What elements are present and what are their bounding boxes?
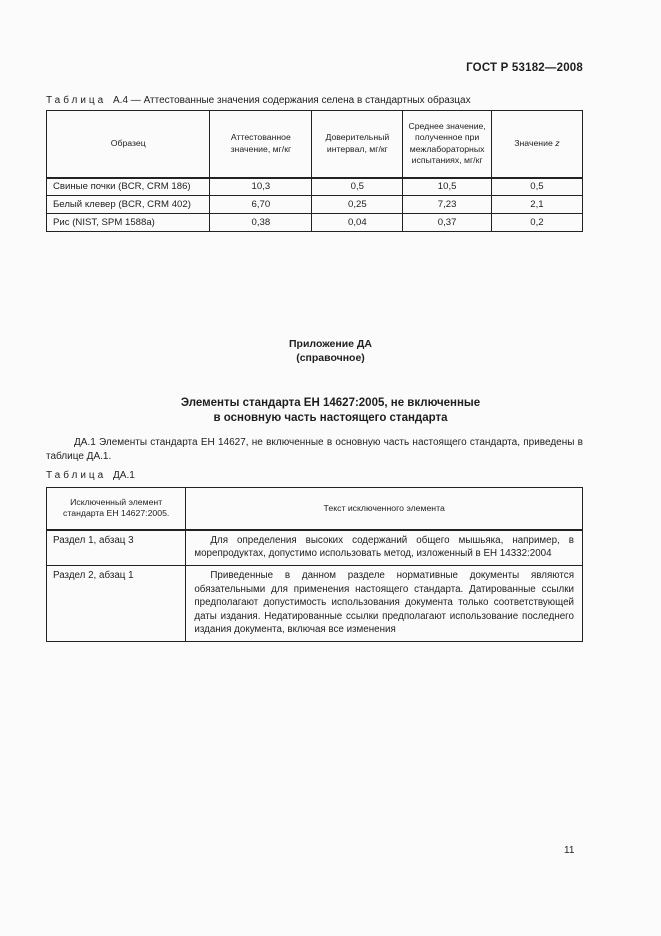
- col-header-excluded-element: Исключенный элемент стандарта ЕН 14627:2005.: [47, 488, 186, 530]
- paragraph-da1: ДА.1 Элементы стандарта ЕН 14627, не включенные в основную часть настоящего стандарта, приведены в таблице ДА.1.: [46, 437, 583, 462]
- appendix-kind: (справочное): [296, 352, 365, 364]
- excluded-text-cell: Приведенные в данном разделе нормативные документы являются обязательными для применения настоящего стандарта. Датированные ссылки предполагают допустимость использования документа только соответствующей даты издания. Недатированные ссылки предполагают использование последнего издания документа, включая все изменения: [186, 566, 583, 642]
- interval-cell: 0,04: [312, 214, 403, 232]
- table-caption-word: Таблица: [46, 470, 107, 481]
- standard-number-header: ГОСТ Р 53182—2008: [466, 62, 583, 74]
- col-header-mean-value: Среднее значение, полученное при межлабораторных испытаниях, мг/кг: [403, 111, 491, 178]
- col-header-certified-value: Аттестованное значение, мг/кг: [210, 111, 312, 178]
- excluded-text-cell: Для определения высоких содержаний общего мышьяка, например, в морепродуктах, допустимо использовать метод, изложенный в ЕН 14332:2004: [186, 530, 583, 566]
- mean-value-cell: 7,23: [403, 196, 491, 214]
- excluded-element-cell: Раздел 1, абзац 3: [47, 530, 186, 566]
- table-row: [47, 566, 583, 642]
- z-value-cell: 2,1: [491, 196, 582, 214]
- table-da1: [46, 487, 583, 642]
- z-value-cell: 0,5: [491, 178, 582, 196]
- table-row: [47, 196, 583, 214]
- table-caption-ref: ДА.1: [113, 470, 135, 481]
- appendix-label: Приложение ДА: [289, 338, 372, 350]
- sample-name-cell: Свиные почки (BCR, CRM 186): [47, 178, 210, 196]
- table-da1-caption: [46, 470, 583, 481]
- excluded-element-cell: Раздел 2, абзац 1: [47, 566, 186, 642]
- page-number: 11: [564, 845, 575, 856]
- mean-value-cell: 10,5: [403, 178, 491, 196]
- table-caption-ref: А.4 —: [113, 95, 141, 106]
- interval-cell: 0,25: [312, 196, 403, 214]
- certified-value-cell: 10,3: [210, 178, 312, 196]
- table-row: [47, 178, 583, 196]
- z-value-cell: 0,2: [491, 214, 582, 232]
- appendix-title-line1: Элементы стандарта ЕН 14627:2005, не включенные: [180, 397, 481, 409]
- sample-name-cell: Рис (NIST, SPM 1588a): [47, 214, 210, 232]
- table-a4-header-row: [47, 111, 583, 178]
- table-row: [47, 214, 583, 232]
- table-a4-caption: [46, 95, 583, 106]
- col-header-z-value: Значение z: [491, 111, 582, 178]
- appendix-heading: [0, 337, 661, 365]
- table-row: [47, 530, 583, 566]
- col-header-excluded-text: Текст исключенного элемента: [186, 488, 583, 530]
- appendix-title: [0, 396, 661, 426]
- mean-value-cell: 0,37: [403, 214, 491, 232]
- interval-cell: 0,5: [312, 178, 403, 196]
- col-header-sample: Образец: [47, 111, 210, 178]
- col-header-confidence-interval: Доверительный интервал, мг/кг: [312, 111, 403, 178]
- table-a4: [46, 110, 583, 232]
- table-caption-word: Таблица: [46, 95, 107, 106]
- appendix-title-line2: в основную часть настоящего стандарта: [213, 412, 448, 424]
- z-symbol: z: [555, 138, 560, 148]
- certified-value-cell: 0,38: [210, 214, 312, 232]
- table-caption-text: Аттестованные значения содержания селена в стандартных образцах: [143, 95, 471, 106]
- table-da1-header-row: [47, 488, 583, 530]
- sample-name-cell: Белый клевер (BCR, CRM 402): [47, 196, 210, 214]
- certified-value-cell: 6,70: [210, 196, 312, 214]
